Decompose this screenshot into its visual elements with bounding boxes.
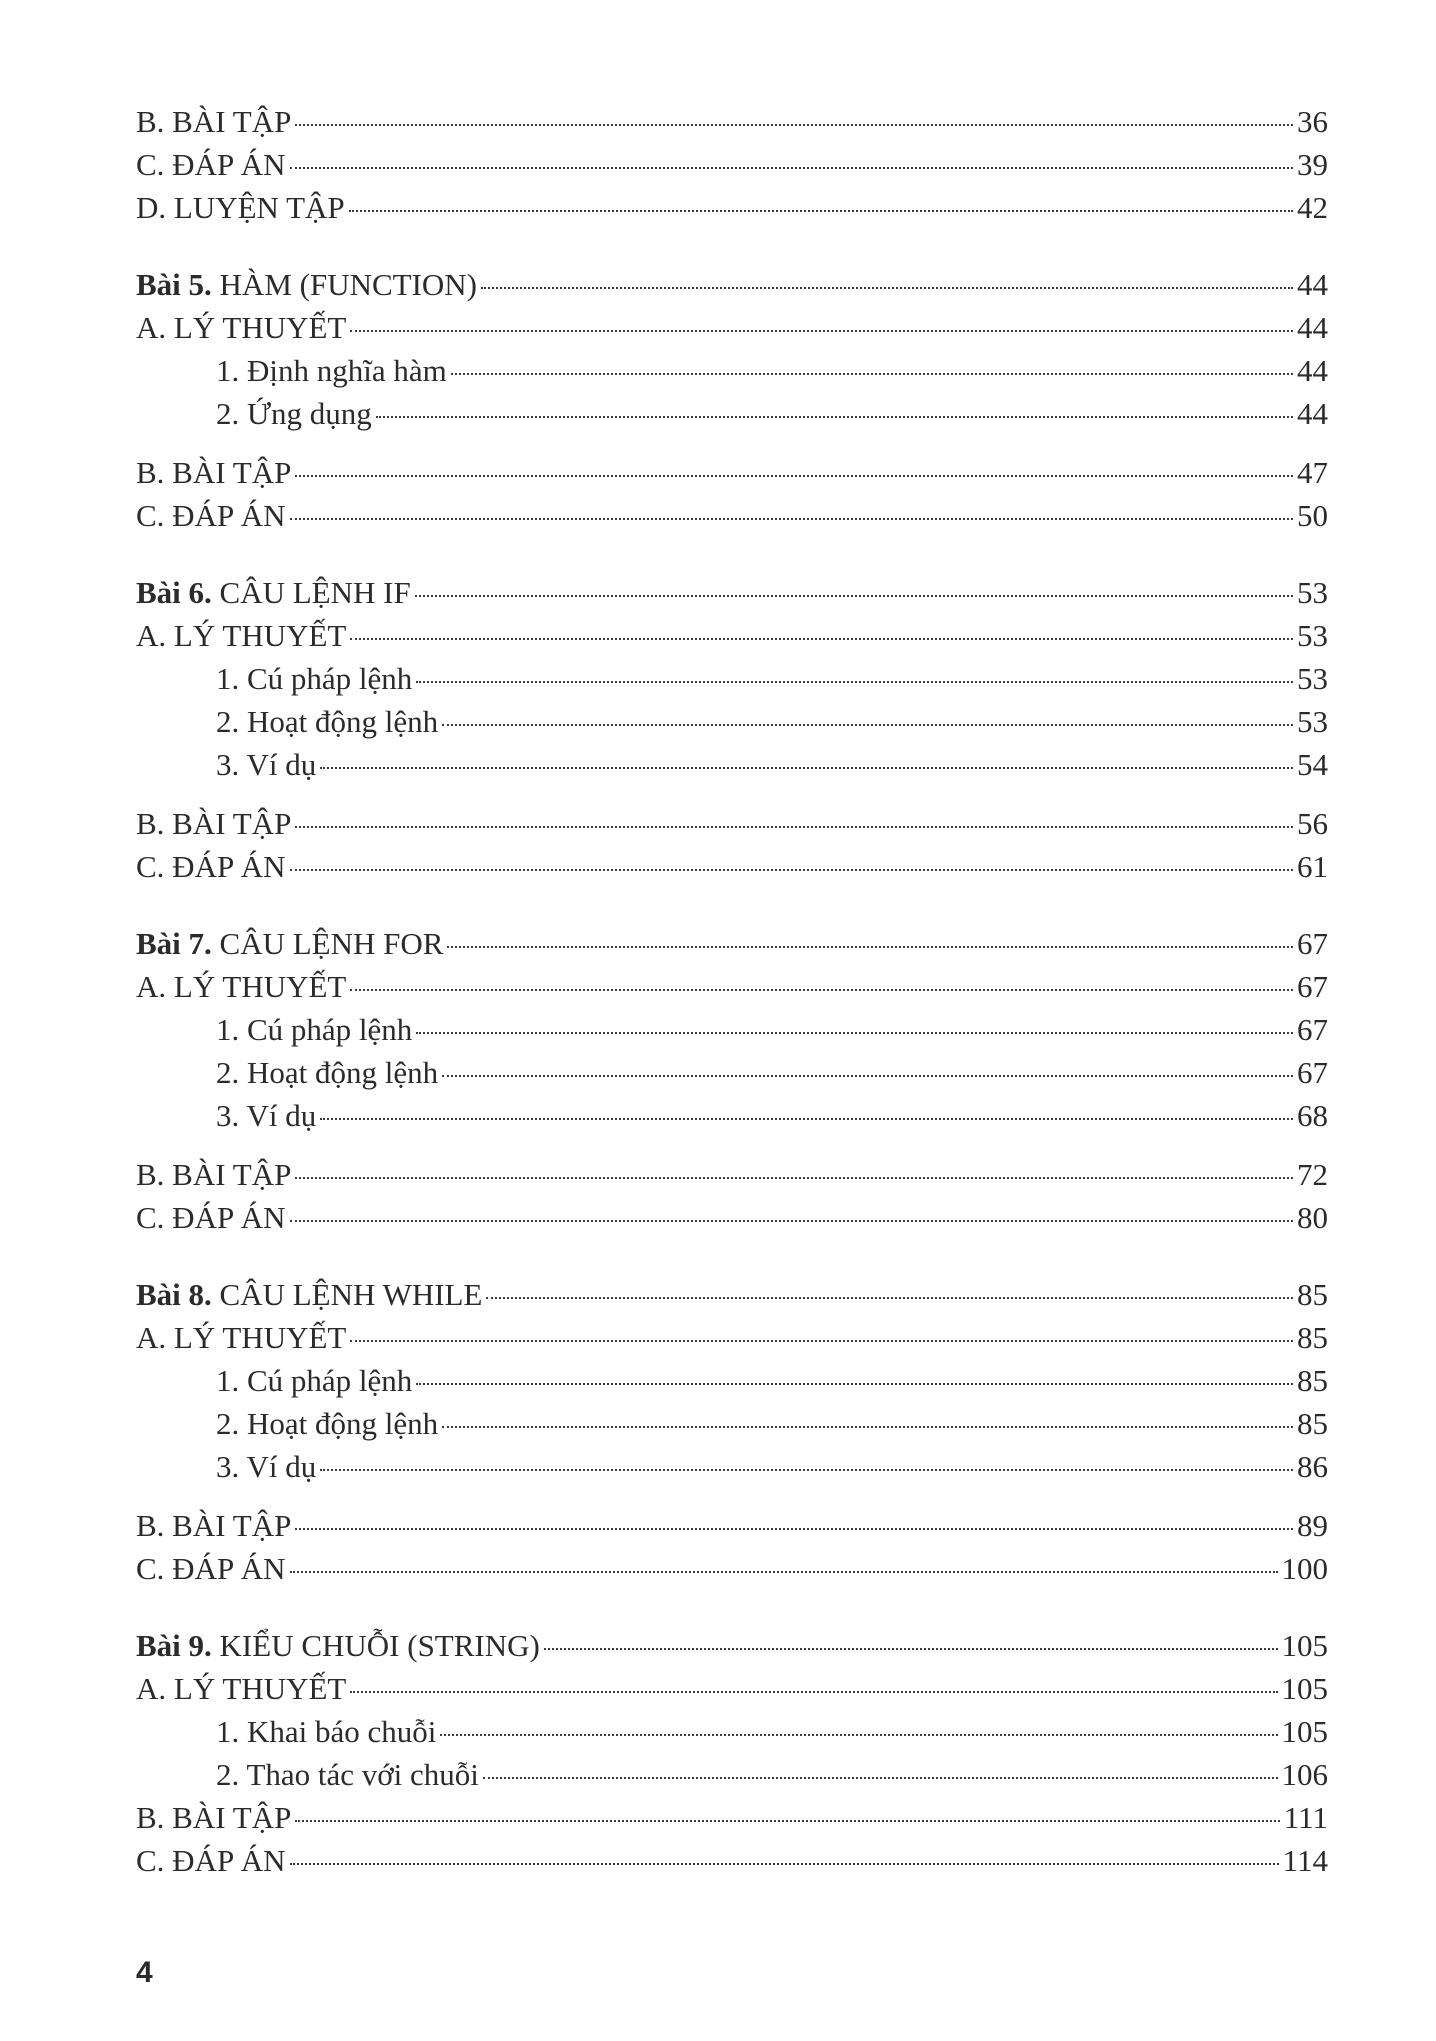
toc-entry-title	[136, 1196, 286, 1239]
toc-entry-title	[216, 392, 372, 435]
toc-entry-title	[136, 1273, 482, 1316]
toc-entry[interactable]	[136, 263, 1328, 306]
toc-entry-text: 2. Thao tác với chuỗi	[216, 1757, 479, 1792]
toc-entry[interactable]	[136, 1547, 1328, 1590]
toc-entry-title	[136, 306, 346, 349]
toc-subentry[interactable]	[136, 700, 1328, 743]
dot-leader	[295, 826, 1293, 828]
toc-subentry[interactable]	[136, 1710, 1328, 1753]
toc-entry-text: 3. Ví dụ	[216, 1449, 317, 1484]
dot-leader	[295, 124, 1293, 126]
toc-entry-title	[136, 451, 291, 494]
dot-leader	[320, 1118, 1293, 1120]
dot-leader	[290, 518, 1293, 520]
toc-page-number: 44	[1297, 353, 1328, 388]
dot-leader	[544, 1648, 1278, 1650]
dot-leader	[295, 1177, 1293, 1179]
dot-leader	[416, 1383, 1293, 1385]
dot-leader	[320, 767, 1293, 769]
dot-leader	[442, 724, 1293, 726]
toc-page-number: 36	[1297, 104, 1328, 139]
dot-leader	[486, 1297, 1293, 1299]
toc-entry-text: 3. Ví dụ	[216, 1098, 317, 1133]
toc-page-number: 85	[1297, 1406, 1328, 1441]
section-gap	[136, 1137, 1328, 1153]
dot-leader	[295, 475, 1293, 477]
toc-entry-text: 1. Định nghĩa hàm	[216, 353, 447, 388]
toc-page-number: 67	[1297, 969, 1328, 1004]
dot-leader	[350, 1340, 1293, 1342]
toc-page-number: 50	[1297, 498, 1328, 533]
chapter-label: Bài 6.	[136, 575, 212, 610]
toc-entry-title	[136, 143, 286, 186]
toc-entry[interactable]	[136, 1316, 1328, 1359]
toc-entry-title	[136, 1547, 286, 1590]
toc-entry-title	[216, 349, 447, 392]
toc-entry[interactable]	[136, 1273, 1328, 1316]
toc-entry-text: KIỂU CHUỖI (STRING)	[211, 1628, 540, 1663]
toc-page-number: 72	[1297, 1157, 1328, 1192]
toc-entry[interactable]	[136, 186, 1328, 229]
toc-entry-text: 1. Khai báo chuỗi	[216, 1714, 437, 1749]
toc-entry[interactable]	[136, 143, 1328, 186]
toc-entry-title	[216, 1402, 438, 1445]
page-number: 4	[136, 1956, 153, 1989]
toc-entry[interactable]	[136, 1839, 1328, 1882]
toc-entry-title	[136, 1839, 286, 1882]
dot-leader	[350, 330, 1293, 332]
toc-subentry[interactable]	[136, 1094, 1328, 1137]
toc-page-number: 47	[1297, 455, 1328, 490]
toc-page-number: 105	[1281, 1671, 1328, 1706]
toc-entry-title	[136, 100, 291, 143]
toc-entry-text: CÂU LỆNH FOR	[211, 926, 444, 961]
toc-entry[interactable]	[136, 306, 1328, 349]
toc-entry-text: 1. Cú pháp lệnh	[216, 661, 413, 696]
toc-entry-title	[136, 494, 286, 537]
toc-page-number: 53	[1297, 704, 1328, 739]
toc-entry[interactable]	[136, 451, 1328, 494]
toc-entry-text: B. BÀI TẬP	[136, 1157, 292, 1192]
dot-leader	[442, 1075, 1293, 1077]
toc-subentry[interactable]	[136, 392, 1328, 435]
toc-entry-title	[136, 1796, 291, 1839]
dot-leader	[290, 1220, 1293, 1222]
toc-entry-text: B. BÀI TẬP	[136, 104, 292, 139]
toc-entry-title	[216, 1445, 316, 1488]
toc-entry-title	[136, 571, 411, 614]
dot-leader	[447, 946, 1293, 948]
chapter-gap	[136, 229, 1328, 263]
toc-subentry[interactable]	[136, 349, 1328, 392]
toc-subentry[interactable]	[136, 1008, 1328, 1051]
toc-entry-title	[216, 1008, 412, 1051]
dot-leader	[350, 1691, 1277, 1693]
toc-page-number: 56	[1297, 806, 1328, 841]
dot-leader	[295, 1820, 1279, 1822]
toc-entry[interactable]	[136, 1796, 1328, 1839]
toc-entry[interactable]	[136, 1196, 1328, 1239]
toc-entry-text: A. LÝ THUYẾT	[136, 1671, 347, 1706]
toc-page-number: 106	[1281, 1757, 1328, 1792]
section-gap	[136, 1488, 1328, 1504]
toc-page-number: 53	[1297, 575, 1328, 610]
dot-leader	[415, 595, 1293, 597]
section-gap	[136, 435, 1328, 451]
toc-entry-text: B. BÀI TẬP	[136, 1800, 292, 1835]
dot-leader	[320, 1469, 1293, 1471]
toc-entry-title	[136, 1316, 346, 1359]
chapter-label: Bài 9.	[136, 1628, 212, 1663]
toc-entry-text: C. ĐÁP ÁN	[136, 147, 286, 182]
toc-page-number: 89	[1297, 1508, 1328, 1543]
dot-leader	[350, 638, 1293, 640]
toc-entry-text: 2. Hoạt động lệnh	[216, 1406, 439, 1441]
toc-entry-title	[136, 186, 345, 229]
toc-page-number: 39	[1297, 147, 1328, 182]
toc-entry-title	[136, 1153, 291, 1196]
dot-leader	[451, 373, 1293, 375]
toc-entry-title	[136, 1504, 291, 1547]
dot-leader	[416, 1032, 1293, 1034]
toc-entry-text: 2. Hoạt động lệnh	[216, 704, 439, 739]
toc-entry-text: B. BÀI TẬP	[136, 455, 292, 490]
dot-leader	[295, 1528, 1293, 1530]
dot-leader	[483, 1777, 1278, 1779]
toc-entry-text: 2. Ứng dụng	[216, 396, 372, 431]
dot-leader	[349, 210, 1293, 212]
chapter-label: Bài 5.	[136, 267, 212, 302]
toc-page-number: 100	[1281, 1551, 1328, 1586]
toc-entry[interactable]	[136, 845, 1328, 888]
toc-entry-title	[216, 1051, 438, 1094]
toc-entry[interactable]	[136, 614, 1328, 657]
toc-entry-text: A. LÝ THUYẾT	[136, 618, 347, 653]
toc-entry-title	[136, 1667, 346, 1710]
toc-entry[interactable]	[136, 922, 1328, 965]
toc-entry-title	[216, 1094, 316, 1137]
toc-page-number: 44	[1297, 267, 1328, 302]
toc-page-number: 111	[1283, 1800, 1328, 1835]
toc-entry-title	[216, 1359, 412, 1402]
toc-page-number: 86	[1297, 1449, 1328, 1484]
toc-page-number: 44	[1297, 310, 1328, 345]
toc-entry-title	[136, 1624, 540, 1667]
chapter-gap	[136, 1590, 1328, 1624]
toc-page-number: 54	[1297, 747, 1328, 782]
toc-entry-title	[136, 802, 291, 845]
toc-page-number: 53	[1297, 618, 1328, 653]
toc-subentry[interactable]	[136, 743, 1328, 786]
toc-entry-text: A. LÝ THUYẾT	[136, 1320, 347, 1355]
toc-subentry[interactable]	[136, 1051, 1328, 1094]
toc-entry-title	[216, 1710, 436, 1753]
toc-entry-title	[136, 614, 346, 657]
chapter-gap	[136, 1239, 1328, 1273]
dot-leader	[376, 416, 1293, 418]
toc-subentry[interactable]	[136, 1753, 1328, 1796]
toc-subentry[interactable]	[136, 657, 1328, 700]
toc-page-number: 80	[1297, 1200, 1328, 1235]
toc-page-number: 42	[1297, 190, 1328, 225]
toc-entry-text: B. BÀI TẬP	[136, 1508, 292, 1543]
toc-entry[interactable]	[136, 494, 1328, 537]
toc-entry-text: CÂU LỆNH IF	[211, 575, 411, 610]
toc-entry-text: A. LÝ THUYẾT	[136, 969, 347, 1004]
toc-subentry[interactable]	[136, 1445, 1328, 1488]
section-gap	[136, 786, 1328, 802]
toc-entry-title	[136, 263, 477, 306]
dot-leader	[290, 167, 1293, 169]
toc-entry-text: A. LÝ THUYẾT	[136, 310, 347, 345]
toc-entry-text: B. BÀI TẬP	[136, 806, 292, 841]
toc-entry-text: CÂU LỆNH WHILE	[211, 1277, 483, 1312]
toc-entry-title	[136, 845, 286, 888]
toc-entry-title	[136, 965, 346, 1008]
toc-entry[interactable]	[136, 965, 1328, 1008]
dot-leader	[350, 989, 1293, 991]
toc-entry[interactable]	[136, 1624, 1328, 1667]
toc-subentry[interactable]	[136, 1359, 1328, 1402]
toc-entry-text: 3. Ví dụ	[216, 747, 317, 782]
toc-entry[interactable]	[136, 571, 1328, 614]
toc-entry-text: D. LUYỆN TẬP	[136, 190, 345, 225]
toc-page-number: 114	[1282, 1843, 1328, 1878]
dot-leader	[481, 287, 1293, 289]
dot-leader	[442, 1426, 1293, 1428]
dot-leader	[440, 1734, 1277, 1736]
toc-entry-text: C. ĐÁP ÁN	[136, 1843, 286, 1878]
dot-leader	[290, 869, 1293, 871]
chapter-label: Bài 8.	[136, 1277, 212, 1312]
toc-entry[interactable]	[136, 802, 1328, 845]
toc-entry-title	[216, 743, 316, 786]
toc-entry-text: C. ĐÁP ÁN	[136, 1200, 286, 1235]
toc-entry-text: 2. Hoạt động lệnh	[216, 1055, 439, 1090]
toc-page-number: 68	[1297, 1098, 1328, 1133]
toc-entry[interactable]	[136, 100, 1328, 143]
toc-entry-text: C. ĐÁP ÁN	[136, 498, 286, 533]
toc-page-number: 44	[1297, 396, 1328, 431]
chapter-label: Bài 7.	[136, 926, 212, 961]
toc-entry-text: 1. Cú pháp lệnh	[216, 1012, 413, 1047]
toc-entry-text: HÀM (FUNCTION)	[211, 267, 478, 302]
table-of-contents	[136, 100, 1328, 1882]
toc-page-number: 61	[1297, 849, 1328, 884]
toc-page-number: 67	[1297, 1055, 1328, 1090]
toc-page-number: 85	[1297, 1363, 1328, 1398]
chapter-gap	[136, 537, 1328, 571]
dot-leader	[416, 681, 1293, 683]
toc-page-number: 67	[1297, 1012, 1328, 1047]
toc-entry-title	[216, 1753, 479, 1796]
toc-subentry[interactable]	[136, 1402, 1328, 1445]
toc-page-number: 53	[1297, 661, 1328, 696]
toc-entry-title	[216, 700, 438, 743]
toc-entry-title	[136, 922, 443, 965]
toc-page-number: 105	[1281, 1714, 1328, 1749]
chapter-gap	[136, 888, 1328, 922]
toc-page-number: 105	[1281, 1628, 1328, 1663]
dot-leader	[290, 1571, 1278, 1573]
toc-page-number: 85	[1297, 1320, 1328, 1355]
toc-entry-text: C. ĐÁP ÁN	[136, 1551, 286, 1586]
toc-entry-title	[216, 657, 412, 700]
toc-page-number: 67	[1297, 926, 1328, 961]
toc-entry-text: 1. Cú pháp lệnh	[216, 1363, 413, 1398]
toc-entry[interactable]	[136, 1153, 1328, 1196]
toc-entry[interactable]	[136, 1504, 1328, 1547]
toc-page-number: 85	[1297, 1277, 1328, 1312]
dot-leader	[290, 1863, 1279, 1865]
toc-entry-text: C. ĐÁP ÁN	[136, 849, 286, 884]
toc-entry[interactable]	[136, 1667, 1328, 1710]
